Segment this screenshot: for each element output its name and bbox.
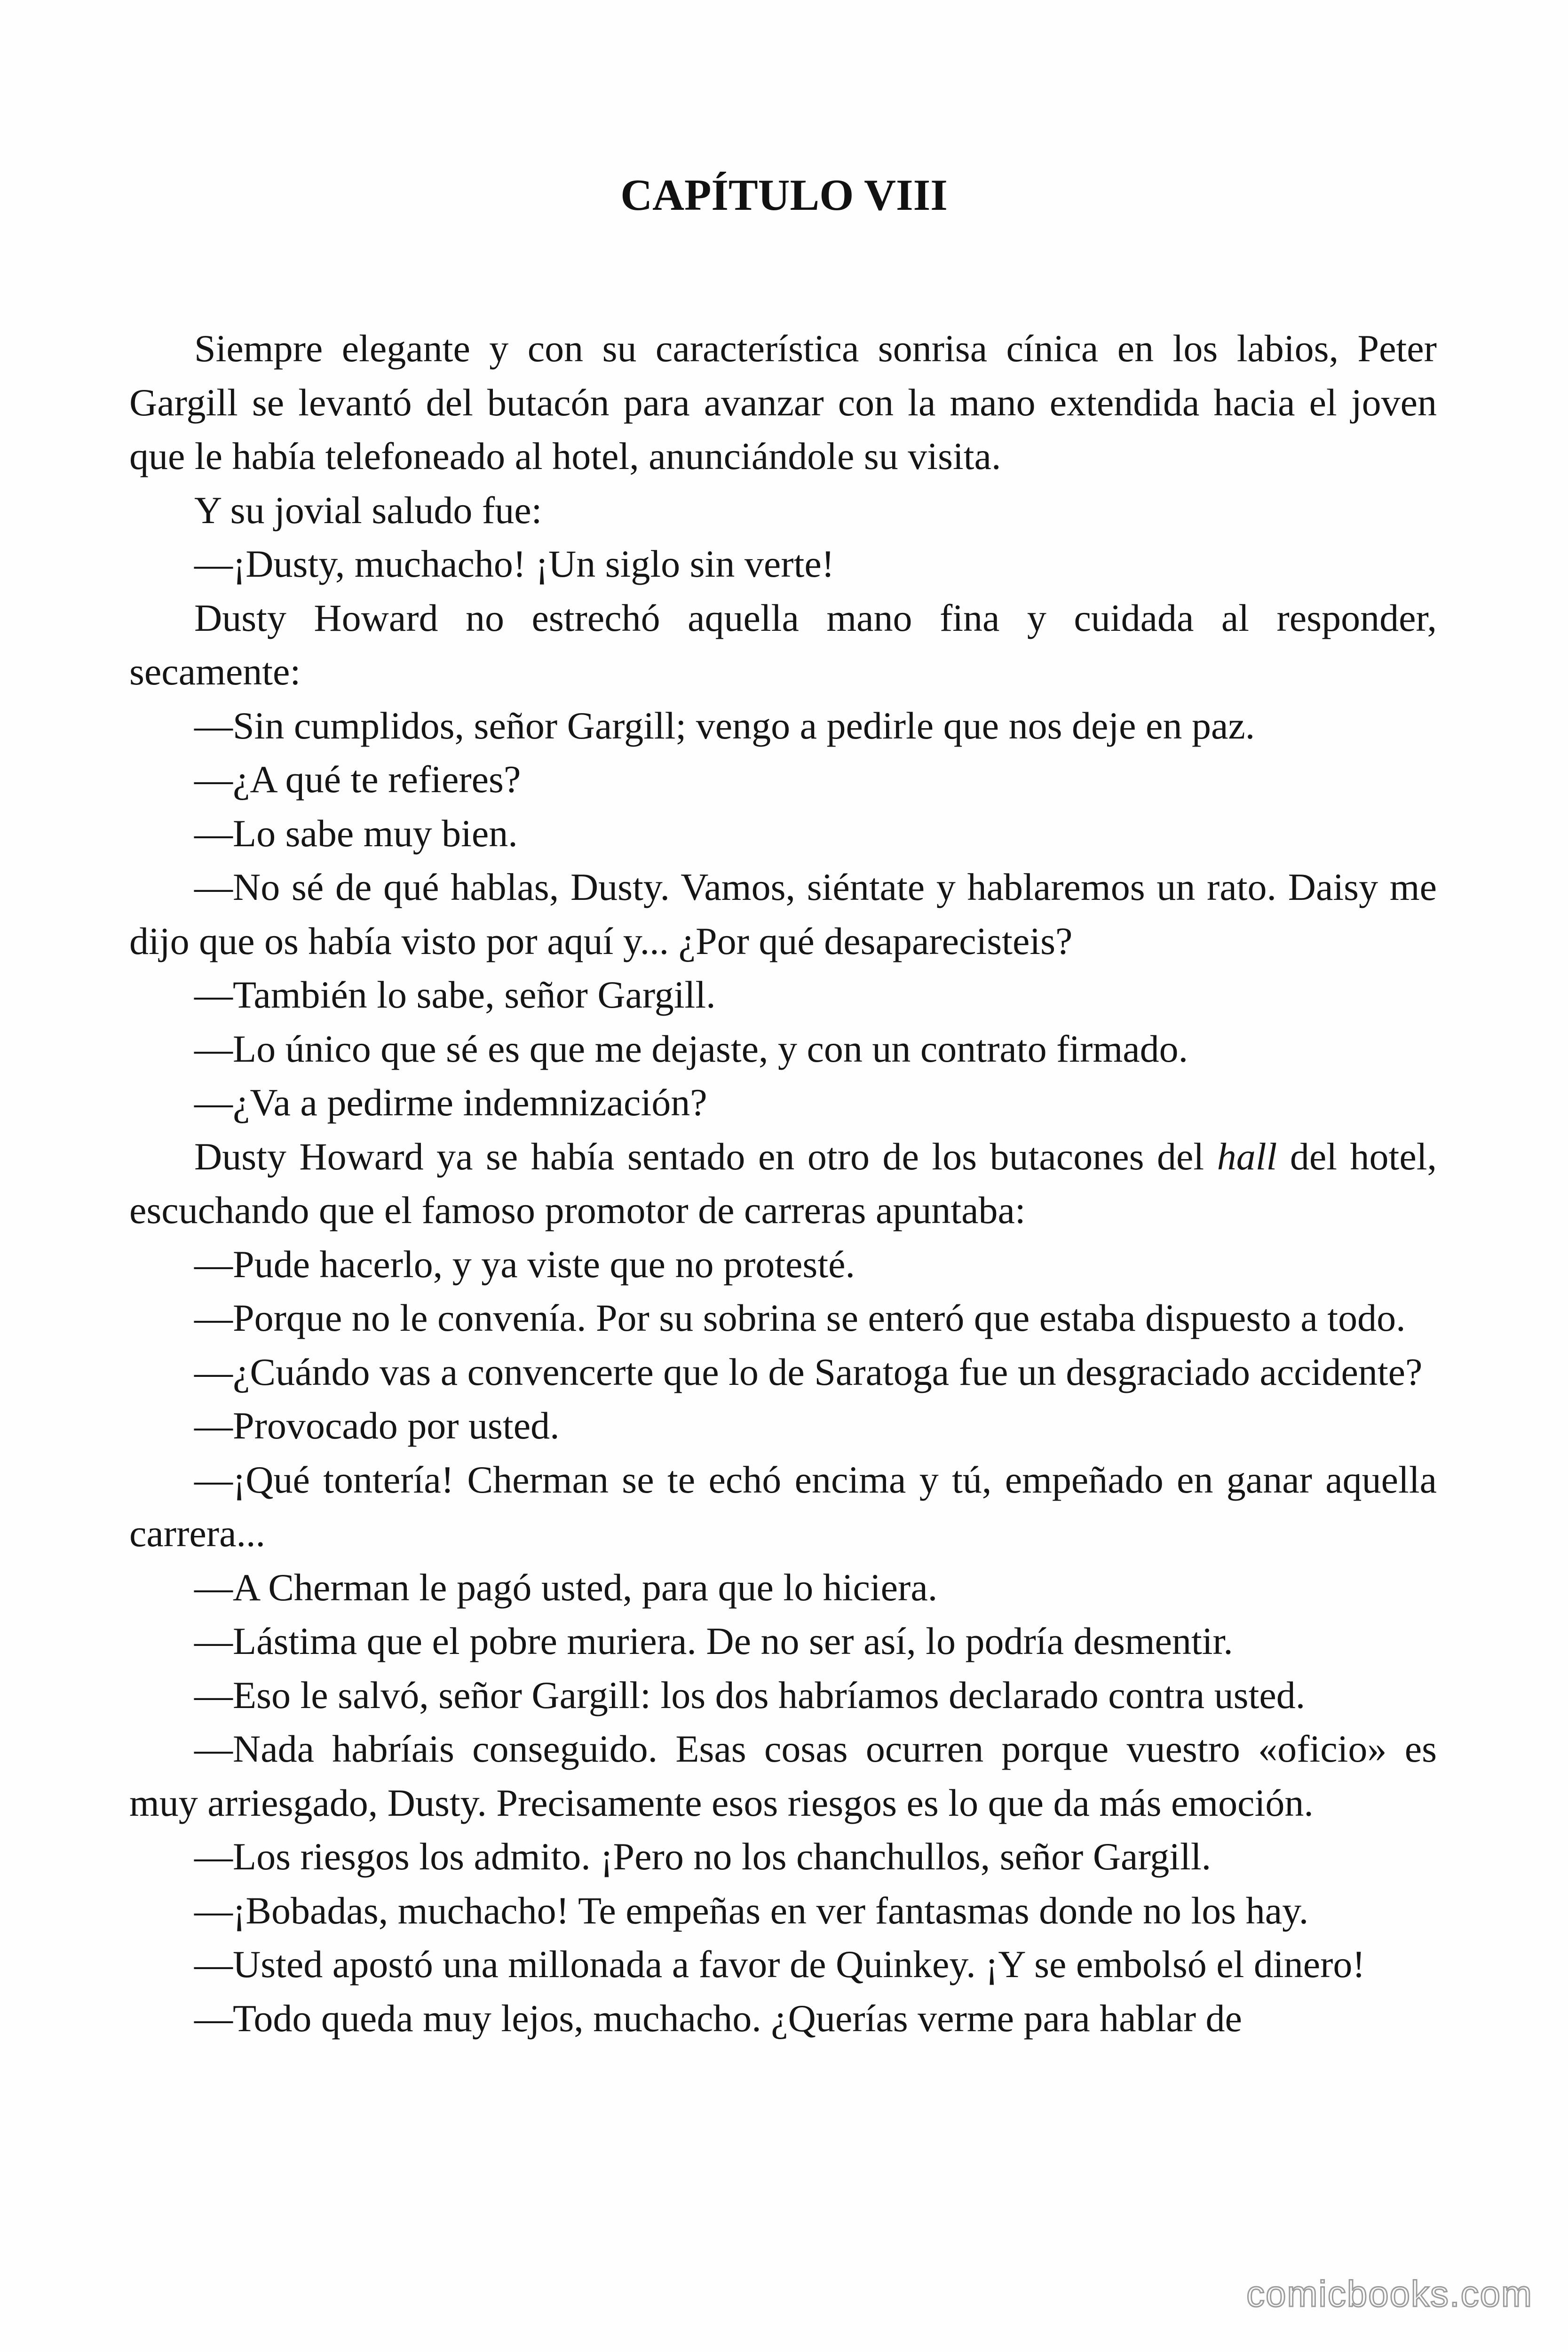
dialogue-line: —También lo sabe, señor Gargill.: [194, 973, 716, 1016]
paragraph: [129, 1130, 1437, 1238]
dialogue-line: —Nada habríais conseguido. Esas cosas ocurren porque vuestro «oficio» es muy arriesgado, Dusty. Precisamente esos riesgos es lo que da más emoción.: [129, 1727, 1437, 1824]
dialogue-line: —Provocado por usted.: [194, 1404, 560, 1447]
dialogue-line: —¿Cuándo vas a convencerte que lo de Saratoga fue un desgraciado accidente?: [194, 1350, 1423, 1393]
dialogue-line: —Lástima que el pobre muriera. De no ser así, lo podría desmentir.: [194, 1620, 1233, 1662]
dialogue-line: —¿A qué te refieres?: [194, 758, 521, 801]
dialogue-line: —No sé de qué hablas, Dusty. Vamos, siéntate y hablaremos un rato. Daisy me dijo que os había visto por aquí y... ¿Por qué desaparecisteis?: [129, 866, 1437, 962]
paragraph-text: del hotel, escuchando que el famoso promotor de carreras apuntaba:: [129, 1135, 1437, 1232]
chapter-body: [129, 322, 1437, 2045]
dialogue-line: —A Cherman le pagó usted, para que lo hiciera.: [194, 1565, 938, 1609]
italic-word: hall: [1217, 1135, 1277, 1178]
paragraph-text: Dusty Howard ya se había sentado en otro de los butacones del: [194, 1135, 1217, 1178]
dialogue-line: —Sin cumplidos, señor Gargill; vengo a pedirle que nos deje en paz.: [194, 704, 1255, 747]
dialogue-line: —Todo queda muy lejos, muchacho. ¿Querías verme para hablar de: [194, 1996, 1242, 2040]
dialogue-line: —¿Va a pedirme indemnización?: [194, 1081, 707, 1124]
dialogue-line: —Porque no le convenía. Por su sobrina se enteró que estaba dispuesto a todo.: [194, 1296, 1406, 1339]
dialogue-line: —Lo sabe muy bien.: [194, 811, 518, 855]
dialogue-line: —¡Bobadas, muchacho! Te empeñas en ver fantasmas donde no los hay.: [194, 1889, 1309, 1932]
dialogue-line: —Eso le salvó, señor Gargill: los dos habríamos declarado contra usted.: [194, 1673, 1306, 1716]
paragraph: Siempre elegante y con su característica sonrisa cínica en los labios, Peter Gargill se levantó del butacón para avanzar con la mano extendida hacia el joven que le había telefoneado al hotel, anunciándole su visita.: [129, 327, 1437, 477]
dialogue-line: —Pude hacerlo, y ya viste que no protesté.: [194, 1242, 855, 1286]
dialogue-line: —Lo único que sé es que me dejaste, y con un contrato firmado.: [194, 1027, 1188, 1070]
paragraph: Y su jovial saludo fue:: [194, 488, 542, 532]
dialogue-line: —¡Qué tontería! Cherman se te echó encima y tú, empeñado en ganar aquella carrera...: [129, 1458, 1437, 1555]
dialogue-line: —Usted apostó una millonada a favor de Quinkey. ¡Y se embolsó el dinero!: [194, 1943, 1365, 1986]
chapter-title: CAPÍTULO VIII: [620, 171, 948, 220]
paragraph: Dusty Howard no estrechó aquella mano fina y cuidada al responder, secamente:: [129, 596, 1437, 693]
dialogue-line: —¡Dusty, muchacho! ¡Un siglo sin verte!: [194, 542, 835, 585]
dialogue-line: —Los riesgos los admito. ¡Pero no los chanchullos, señor Gargill.: [194, 1835, 1212, 1878]
watermark-logo: comicbooks.com: [1246, 2273, 1533, 2314]
